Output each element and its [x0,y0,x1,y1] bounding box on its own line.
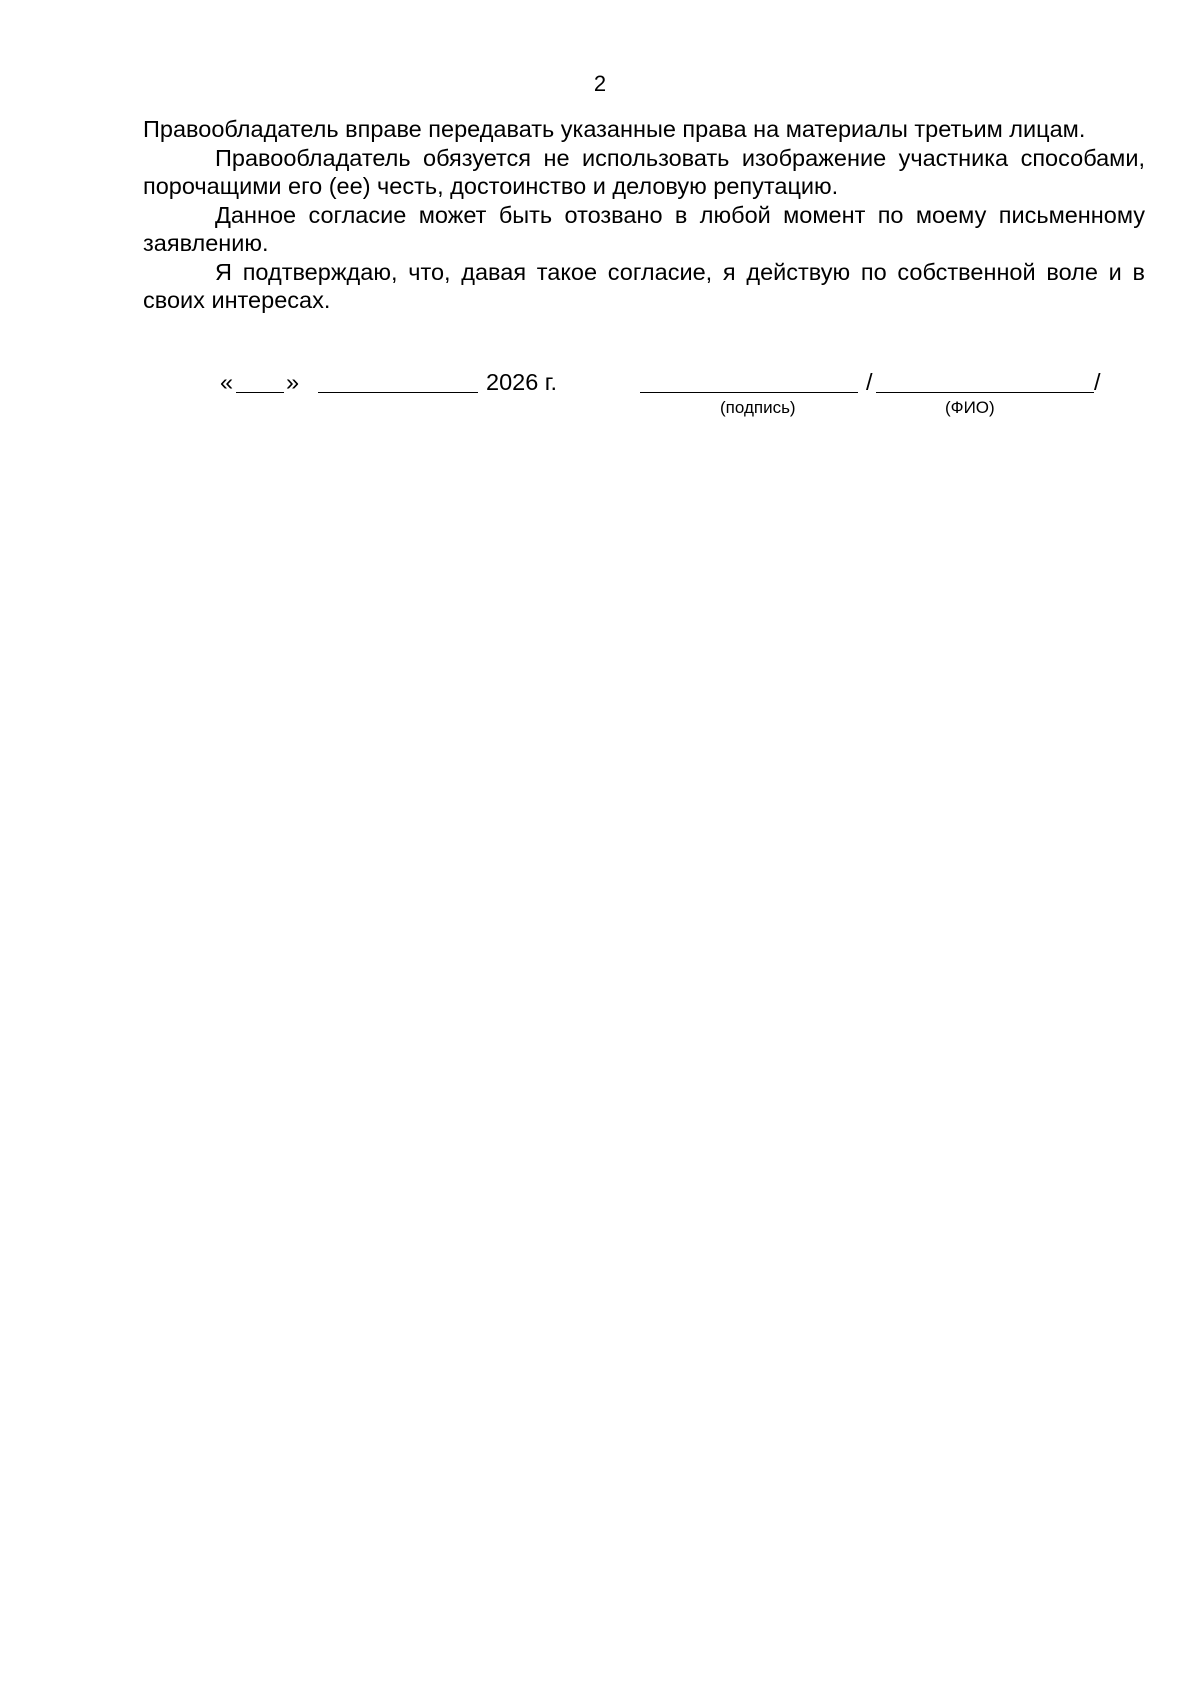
signature-block [220,368,1120,428]
date-open-quote: « [220,369,234,395]
consent-body [143,115,1145,315]
date-close-quote: » [286,369,300,395]
paragraph-confirmation: Я подтверждаю, что, давая такое согласие, я действую по собственной воле и в своих интересах. [143,258,1145,313]
signature-blank-line [640,392,858,393]
name-blank-line [876,392,1094,393]
day-blank-line [236,392,284,393]
page-number: 2 [593,71,607,96]
year-text: 2026 г. [486,369,558,395]
paragraph-revocation: Данное согласие может быть отозвано в любой момент по моему письменному заявлению. [143,201,1145,256]
signature-caption: (подпись) [720,398,796,417]
paragraph-transfer-rights: Правообладатель вправе передавать указанные права на материалы третьим лицам. [143,116,1086,142]
paragraph-no-defamation: Правообладатель обязуется не использовать изображение участника способами, порочащими его (ее) честь, достоинство и деловую репутацию. [143,144,1145,199]
name-slash: / [1094,369,1101,395]
month-blank-line [318,392,478,393]
name-caption: (ФИО) [945,398,995,417]
signature-slash: / [866,369,873,395]
